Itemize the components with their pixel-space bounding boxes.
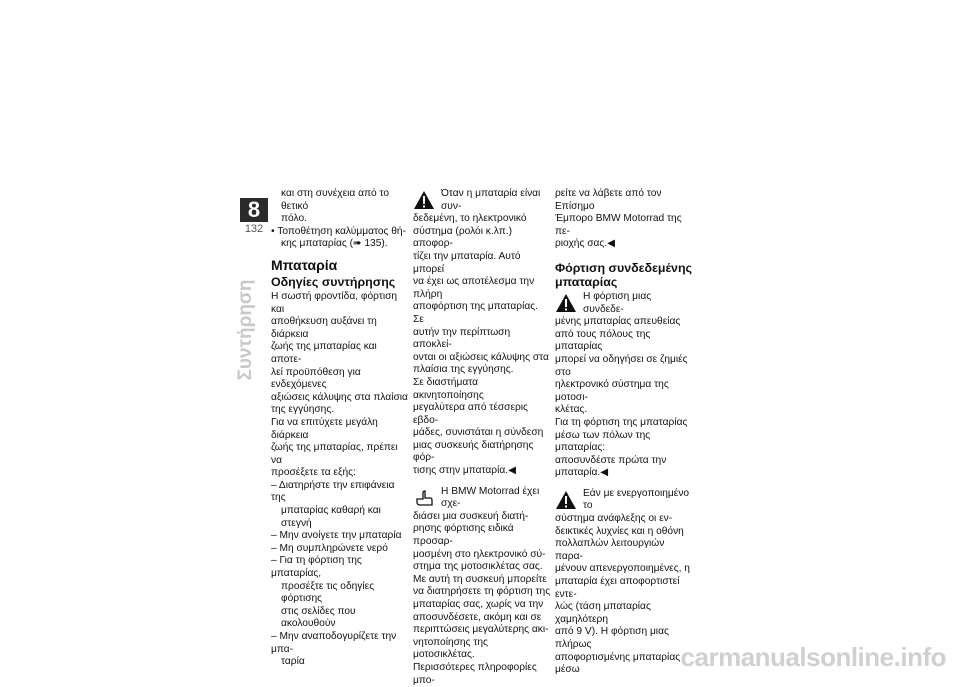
warning-note-body: από τους πόλους της μπαταρίας μπορεί να οδηγήσει σε ζημιές στο ηλεκτρονικό σύστημα της μοτοσι- κλέτας. Για τη φόρτιση της μπαταρίας μέσω των πόλων της μπαταρίας: αποσυνδέστε πρώτα την μπαταρία.◀ [555,328,688,479]
chapter-vertical-title: Συντήρηση [235,279,256,381]
page-number: 132 [244,223,264,235]
warning-note: Όταν η μπαταρία είναι συν- δεδεμένη, το ηλεκτρονικό [413,188,541,225]
warning-note-body: σύστημα (ρολόι κ.λπ.) αποφορ- τίζει την μπαταρία. Αυτό μπορεί να έχει ως αποτέλεσμα την πλήρη αποφόρτιση της μπαταρίας. Σε αυτήν την περίπτωση αποκλεί- ονται οι αξιώσεις κάλυψης στα πλαίσια της εγγύησης. Σε διαστήματα ακινητοποίησης μεγαλύτερα από τέσσερις εβδο- μάδες, συνιστάται η σύνδεση μιας συσκευής διατήρησης φόρ- τισης στην μπαταρία.◀ [413,225,549,477]
warning-note-body: δεικτικές λυχνίες και η οθόνη πολλαπλών λειτουργιών παρα- μένουν απενεργοποιημένες, η μπαταρία έχει αποφορτιστεί εντε- λώς (τάση μπαταρίας χαμηλότερη από 9 V). Η φόρτιση μιας πλήρως αποφορτισμένης μπαταρίας μέσω [555,525,690,676]
warning-note: Εάν με ενεργοποιημένο το σύστημα ανάφλεξης οι εν- [555,487,690,525]
column-1 [271,188,409,669]
section-heading-battery: Μπαταρία [271,256,338,273]
heading-charging-connected: Φόρτιση συνδεδεμένης μπαταρίας [555,260,692,289]
intro-text: και στη συνέχεια από το θετικό πόλο. [281,188,390,225]
list-item: – Μην ανοίγετε την μπαταρία [271,530,402,542]
warning-triangle-icon [555,292,577,314]
bullet-item: • Τοποθέτηση καλύμματος θή- κης μπαταρίας (➠ 135). [271,225,406,250]
list-item: – Για τη φόρτιση της μπαταρίας, προσέξτε τις οδηγίες φόρτισης στις σελίδες που ακολουθούν [271,555,375,630]
list-item: – Διατηρήστε την επιφάνεια της μπαταρίας καθαρή και στεγνή [271,479,395,529]
dash-list [271,480,409,669]
warning-note: Η φόρτιση μιας συνδεδε- μένης μπαταρίας απευθείας [555,290,681,328]
continued-text: ρείτε να λάβετε από τον Επίσημο Έμπορο BMW Motorrad της πε- ριοχής σας.◀ [555,188,682,250]
paragraph-lifespan: Για να επιτύχετε μεγάλη διάρκεια ζωής της μπαταρίας, πρέπει να προσέξετε τα εξής: [271,416,398,479]
paragraph-care: Η σωστή φροντίδα, φόρτιση και αποθήκευση αυξάνει τη διάρκεια ζωής της μπαταρίας και αποτε- λεί προϋπόθεση για ενδεχόμενες αξιώσεις κάλυψης στα πλαίσια της εγγύησης. [271,290,408,416]
list-item: – Μην αναποδογυρίζετε την μπα- ταρία [271,631,397,668]
column-2 [413,188,551,687]
column-3 [555,188,693,677]
subheading-maintenance: Οδηγίες συντήρησης [271,274,396,289]
warning-triangle-icon [413,189,435,211]
list-item: – Μη συμπληρώνετε νερό [271,542,388,554]
info-note: Η BMW Motorrad έχει σχε- διάσει μια συσκευή διατή- [413,485,540,522]
info-hand-icon [413,487,435,509]
chapter-number-tab: 8 [240,198,268,222]
info-note-body: ρησης φόρτισης ειδικά προσαρ- μοσμένη στο ηλεκτρονικό σύ- στημα της μοτοσικλέτας σας. Με αυτή τη συσκευή μπορείτε να διατηρήσετε τη φόρτιση της μπαταρίας σας, χωρίς να την αποσυνδέσετε, ακόμη και σε περιπτώσεις μεγαλύτερης ακι- νητοποίησης της μοτοσικλέτας. Περισσότερες πληροφορίες μπο- [413,523,551,686]
watermark: carmanualsonline.info [680,642,946,672]
warning-triangle-icon [555,489,577,511]
